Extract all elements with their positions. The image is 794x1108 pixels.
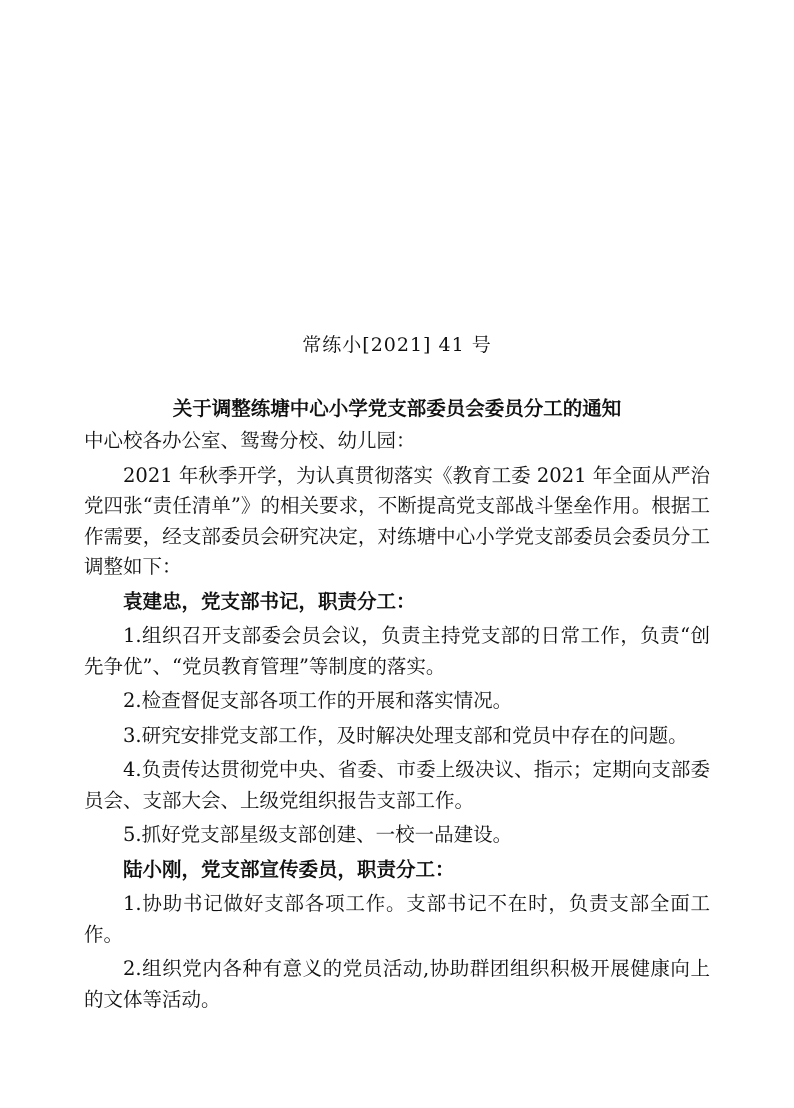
duty-item: 5.抓好党支部星级支部创建、一校一品建设。 (123, 823, 513, 846)
duty-item: 2.组织党内各种有意义的党员活动,协助群团组织积极开展健康向上的文体等活动。 (84, 957, 710, 1011)
section-heading-secretary: 袁建忠，党支部书记，职责分工： (123, 589, 416, 613)
addressee: 中心校各办公室、鸳鸯分校、幼儿园： (84, 429, 416, 452)
duty-item: 4.负责传达贯彻党中央、省委、市委上级决议、指示；定期向支部委员会、支部大会、上级党组织报告支部工作。 (84, 758, 710, 812)
section-heading-propaganda: 陆小刚，党支部宣传委员，职责分工： (123, 857, 455, 881)
duty-item: 3.研究安排党支部工作，及时解决处理支部和党员中存在的问题。 (123, 723, 688, 747)
intro-paragraph: 2021 年秋季开学，为认真贯彻落实《教育工委 2021 年全面从严治党四张“责任清单”》的相关要求，不断提高党支部战斗堡垒作用。根据工作需要，经支部委员会研究决定，对练塘中心小学党支部委员会委员分工调整如下： (84, 463, 710, 578)
document-body (84, 426, 710, 1019)
document-title: 关于调整练塘中心小学党支部委员会委员分工的通知 (172, 397, 622, 420)
duty-item: 2.检查督促支部各项工作的开展和落实情况。 (123, 689, 513, 712)
document-number: 常练小[2021] 41 号 (302, 334, 492, 356)
duty-item: 1.协助书记做好支部各项工作。支部书记不在时，负责支部全面工作。 (84, 892, 710, 946)
duty-item: 1.组织召开支部委会员会议，负责主持党支部的日常工作，负责“创先争优”、“党员教育管理”等制度的落实。 (84, 624, 710, 678)
